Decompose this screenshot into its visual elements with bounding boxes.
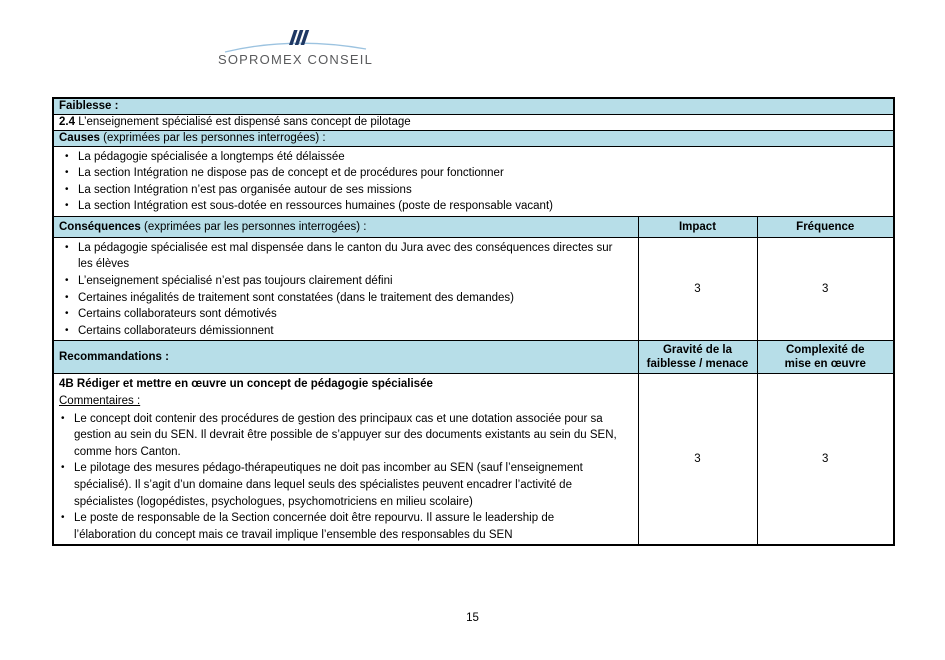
list-item (63, 273, 619, 290)
weakness-number: 2.4 (59, 116, 75, 128)
list-item (63, 290, 619, 307)
bullet-icon: • (65, 150, 69, 162)
list-item (63, 240, 619, 273)
gravite-header-line2: faiblesse / menace (646, 358, 749, 371)
sopromex-logo (218, 27, 372, 75)
list-item (63, 165, 874, 182)
causes-body-cell (53, 146, 894, 216)
frequence-column-header: Fréquence (757, 216, 894, 237)
cause-text: La section Intégration ne dispose pas de concept et de procédures pour fonctionner (78, 167, 504, 180)
list-item (63, 198, 874, 215)
list-item (59, 510, 619, 543)
recommendation-text: Le concept doit contenir des procédures de gestion des principaux cas et une dotation associée pour sa gestion au sein du SEN. Il devrait être possible de s’appuyer sur des documents existants au sein du SEN, comme hors Canton. (74, 412, 617, 458)
bullet-icon: • (65, 241, 69, 253)
list-item (63, 149, 874, 166)
logo-text: SOPROMEX CONSEIL (218, 52, 374, 67)
weakness-text: L’enseignement spécialisé est dispensé sans concept de pilotage (75, 116, 411, 128)
bullet-icon: • (65, 183, 69, 195)
list-item (63, 306, 619, 323)
consequence-text: Certains collaborateurs sont démotivés (78, 308, 277, 321)
bullet-icon: • (61, 512, 65, 524)
consequences-header-cell (53, 216, 638, 237)
logo-graphic (218, 27, 372, 75)
impact-column-header: Impact (638, 216, 757, 237)
recommendation-text: Le pilotage des mesures pédago-thérapeutiques ne doit pas incomber au SEN (sauf l’enseignement spécialisé). Il s’agit d’un domaine dans lequel seuls des spécialistes peuvent encadrer l’activité de spécialistes (logopédistes, psychologues, psychomotriciens en milieu scolaire) (74, 462, 583, 508)
bullet-icon: • (65, 275, 69, 287)
bullet-icon: • (65, 167, 69, 179)
recommendation-list (59, 410, 633, 544)
causes-header-cell (53, 130, 894, 146)
bullet-icon: • (65, 291, 69, 303)
complexite-header-line1: Complexité de (785, 343, 865, 356)
list-item (59, 411, 619, 461)
consequence-text: L’enseignement spécialisé n’est pas toujours clairement défini (78, 275, 393, 288)
faiblesse-label: Faiblesse : (59, 100, 119, 113)
bullet-icon: • (65, 308, 69, 320)
complexite-header-line2: mise en œuvre (784, 358, 866, 371)
consequence-text: Certains collaborateurs démissionnent (78, 324, 274, 337)
gravite-header-line1: Gravité de la (662, 343, 733, 356)
consequence-text: Certaines inégalités de traitement sont constatées (dans le traitement des demandes) (78, 291, 514, 304)
consequences-body-cell (53, 237, 638, 341)
cause-text: La section Intégration n’est pas organisée autour de ses missions (78, 183, 412, 196)
bullet-icon: • (65, 324, 69, 336)
weakness-report-table (52, 97, 895, 546)
recommandations-header-cell: Recommandations : (53, 341, 638, 374)
recommendation-body-cell (53, 374, 638, 545)
cause-text: La section Intégration est sous-dotée en ressources humaines (poste de responsable vacant) (78, 200, 553, 213)
consequences-list (59, 239, 633, 340)
causes-label: Causes (59, 132, 100, 144)
consequences-label-rest: (exprimées par les personnes interrogées) : (140, 220, 367, 233)
recommendation-title: 4B Rédiger et mettre en œuvre un concept de pédagogie spécialisée (59, 378, 433, 391)
impact-value-cell: 3 (638, 237, 757, 341)
causes-list (59, 148, 888, 215)
causes-label-rest: (exprimées par les personnes interrogées) : (99, 132, 326, 144)
list-item (63, 182, 874, 199)
bullet-icon: • (65, 200, 69, 212)
bullet-icon: • (61, 412, 65, 424)
consequences-label: Conséquences (59, 220, 141, 233)
cause-text: La pédagogie spécialisée a longtemps été délaissée (78, 150, 345, 163)
faiblesse-header-cell (53, 98, 894, 114)
list-item (59, 460, 619, 510)
page-number: 15 (466, 612, 479, 624)
commentaires-label: Commentaires : (59, 395, 141, 408)
gravite-column-header (638, 341, 757, 374)
bullet-icon: • (61, 462, 65, 474)
weakness-title-cell (53, 114, 894, 130)
frequence-value-cell: 3 (757, 237, 894, 341)
complexite-column-header (757, 341, 894, 374)
list-item (63, 323, 619, 340)
gravite-value-cell: 3 (638, 374, 757, 545)
complexite-value-cell: 3 (757, 374, 894, 545)
consequence-text: La pédagogie spécialisée est mal dispensée dans le canton du Jura avec des conséquences directes sur les élèves (78, 241, 613, 271)
recommendation-text: Le poste de responsable de la Section concernée doit être repourvu. Il assure le leadership de l’élaboration du concept mais ce travail implique l’ensemble des responsables du SEN (74, 512, 555, 541)
